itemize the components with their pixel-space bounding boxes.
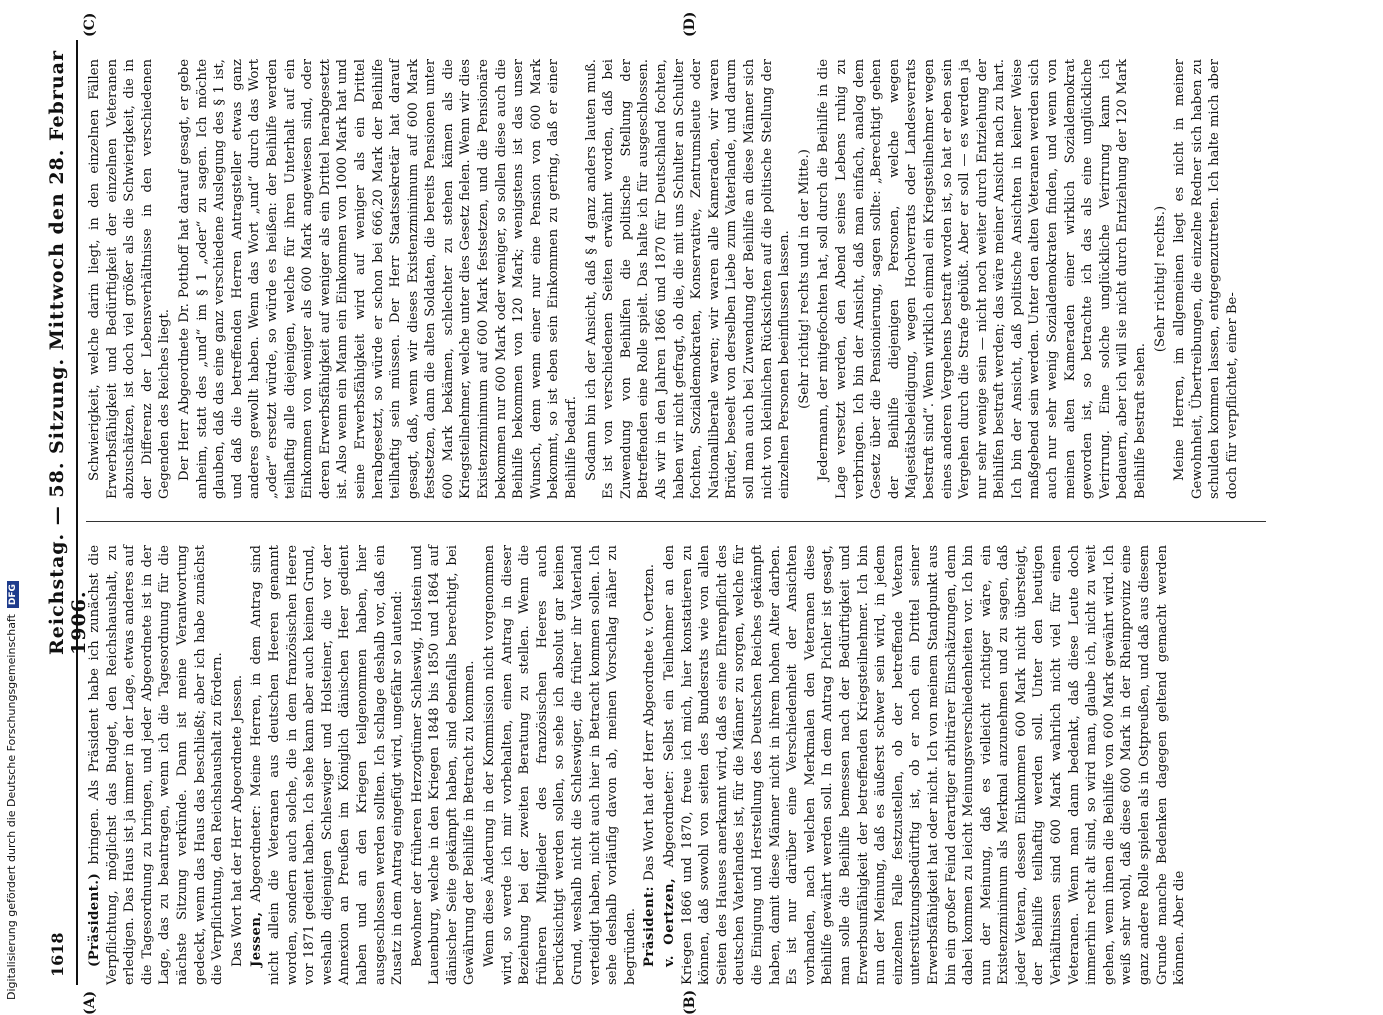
margin-mark-c: (C) — [82, 12, 98, 37]
running-title: Reichstag. — 58. Sitzung. Mittwoch den 28. Februar 1906. — [46, 50, 90, 655]
column-divider — [86, 521, 1266, 522]
speaker-name: (Präsident.) — [87, 864, 102, 967]
paragraph — [86, 545, 227, 985]
paragraph — [1152, 59, 1170, 499]
dfg-logo: DFG — [7, 581, 19, 608]
paragraph — [409, 545, 479, 985]
margin-mark-d: (D) — [682, 11, 698, 37]
paragraph — [229, 545, 247, 985]
paragraph — [176, 59, 581, 499]
paragraph-text: Wenn diese Änderung in der Kommission nicht vorgenommen wird, so werde ich mir vorbehalten, einen Antrag in dieser Beziehung bei der zweiten Beratung zu stellen. Wenn die früheren Mitglieder des französischen Heeres auch berücksichtigt werden sollen, so sehe ich absolut gar keinen Grund, weshalb nicht die Schleswiger, die früher ihr Vaterland verteidigt haben, nicht auch hier in Betracht kommen sollen. Ich sehe deshalb vorläufig davon ab, meinen Vorschlag näher zu begründen. — [482, 545, 638, 985]
paragraph-text: Das Wort hat der Herr Abgeordnete v. Oertzen. — [642, 564, 658, 881]
paragraph-text: Das Wort hat der Herr Abgeordnete Jessen. — [229, 674, 245, 967]
paragraph — [583, 59, 794, 499]
speaker-name: Jessen, — [249, 902, 265, 967]
speaker-name: v. Oertzen, — [662, 867, 677, 967]
paragraph-text: bringen. Als Präsident habe ich zunächst die Verpflichtung, möglichst das Budget, den Reichshaushalt, zu erledigen. Das Haus ist ja immer in der Lage, etwas anderes auf die Tagesordnung zu bringen, und jeder Abgeordnete ist in der Lage, das zu beantragen, wenn ich die Tagesordnung für die nächste Sitzung verkünde. Dann ist meine Verantwortung gedeckt, wenn das Haus das beschließt; aber ich habe zunächst die Verpflichtung, den Reichshaushalt zu fördern. — [87, 545, 226, 985]
paragraph-text: Sodann bin ich der Ansicht, daß § 4 ganz anders lauten muß. Es ist von verschiedenen Seiten erwähnt worden, daß bei Zuwendung von Beihilfen die politische Stellung der Betreffenden eine Rolle spielt. Das halte ich für ausgeschlossen. Als wir in den Jahren 1866 und 1870 für Deutschland fochten, haben wir nicht gefragt, ob die, die mit uns Schulter an Schulter fochten, Sozialdemokraten, Konservative, Zentrumsleute oder Nationalliberale waren; wir waren alle Kameraden, wir waren Brüder, beseelt von derselben Liebe zum Vaterlande, und darum soll man auch bei Zuwendung der Beihilfe an diese Männer sich nicht von kleinlichen Rücksichten auf die politische Stellung der einzelnen Personen beeinflussen lassen. — [583, 59, 793, 499]
paragraph — [641, 545, 659, 985]
paragraph — [86, 59, 174, 499]
speaker-name: Präsident: — [642, 880, 658, 967]
paragraph — [661, 545, 1189, 985]
page-number: 1618 — [48, 932, 67, 977]
paragraph-text: Abgeordneter: Selbst ein Teilnehmer an den Kriegen 1866 und 1870, freue ich mich, hier konstatieren zu können, daß sowohl von seiten des Bundesrats wie von allen Seiten des Hauses anerkannt wird, daß es eine Ehrenpflicht des deutschen Vaterlandes ist, für die Männer zu sorgen, welche für die Einigung und Herstellung des Deutschen Reiches gekämpft haben, damit diese Männer nicht in ihrem hohen Alter darben. Es ist nur darüber eine Verschiedenheit der Ansichten vorhanden, nach welchen Merkmalen den Veteranen diese Beihilfe gewährt werden soll. In dem Antrag Pichler ist gesagt, man solle die Beihilfe bemessen nach der Bedürftigkeit und Erwerbsunfähigkeit der betreffenden Kriegsteilnehmer. Ich bin nun der Meinung, daß es äußerst schwer sein wird, in jedem einzelnen Falle festzustellen, ob der betreffende Veteran unterstützungsbedürftig ist, ob er noch ein Drittel seiner Erwerbsfähigkeit hat oder nicht. Ich von meinem Standpunkt aus bin ein großer Feind derartiger arbiträrer Einschätzungen, denn dabei kommen zu leicht Meinungsverschiedenheiten vor. Ich bin nun der Meinung, daß es vielleicht richtiger wäre, ein Existenzminimum als Merkmal anzunehmen und zu sagen, daß jeder Veteran, dessen Einkommen 600 Mark nicht übersteigt, der Beihilfe teilhaftig werden soll. Unter den heutigen Verhältnissen sind 600 Mark wahrlich nicht viel für einen Veteranen. Wenn man dann bedenkt, daß diese Leute doch immerhin recht alt sind, so wird man, glaube ich, nicht zu weit gehen, wenn ihnen die Beihilfe von 600 Mark gewährt wird. Ich weiß sehr wohl, daß diese 600 Mark in der Rheinprovinz eine ganz andere Rolle spielen als in Ostpreußen, und daß aus diesem Grunde manche Bedenken dagegen geltend gemacht werden können. Aber die — [662, 545, 1188, 985]
paragraph-text: Bewohner der früheren Herzogtümer Schleswig, Holstein und Lauenburg, welche in den Kriegen 1848 bis 1850 und 1864 auf dänischer Seite gekämpft haben, sind ebenfalls berechtigt, bei Gewährung der Beihilfe in Betracht zu kommen. — [409, 545, 478, 985]
footer-credit — [5, 10, 19, 1000]
paragraph-text: (Sehr richtig! rechts und in der Mitte.) — [796, 149, 812, 409]
left-column — [86, 545, 1191, 985]
paragraph-text: Meine Herren, im allgemeinen liegt es nicht in meiner Gewohnheit, Übertreibungen, die einzelne Redner sich haben zu schulden kommen lassen, entgegenzutreten. Ich halte mich aber doch für verpflichtet, einer Be- — [1172, 59, 1240, 499]
paragraph — [481, 545, 639, 985]
paragraph — [815, 59, 1149, 499]
paragraph-text: Der Herr Abgeordnete Dr. Potthoff hat darauf gesagt, er gebe anheim, statt des „und“ im § 1 „oder“ zu sagen. Ich möchte glauben, daß das eine ganz verschiedene Auslegung des § 1 ist, und daß die betreffenden Herren Antragsteller etwas ganz anderes gewollt haben. Wenn das Wort „und“ durch das Wort „oder“ ersetzt würde, so würde es heißen: der Beihilfe werden teilhaftig alle diejenigen, welche für ihren Unterhalt auf ein Einkommen von weniger als 600 Mark angewiesen sind, oder deren Erwerbsfähigkeit auf weniger als ein Drittel herabgesetzt ist. Also wenn ein Mann ein Einkommen von 1000 Mark hat und seine Erwerbsfähigkeit wird auf weniger als ein Drittel herabgesetzt, so würde er schon bei 666,20 Mark der Beihilfe teilhaftig sein müssen. Der Herr Staatssekretär hat darauf gesagt, daß, wenn wir dieses Existenzminimum auf 600 Mark festsetzen, dann die alten Soldaten, die bereits Pensionen unter 600 Mark bekämen, schlechter zu stehen kämen als die Kriegsteilnehmer, welche unter dies Gesetz fielen. Wenn wir dies Existenzminimum auf 600 Mark festsetzen, und die Pensionäre bekommen nur 600 Mark oder weniger, so sollen diese auch die Beihilfe bekommen von 120 Mark; wenigstens ist das unser Wunsch, denn wenn einer nur eine Pension von 600 Mark bekommt, so ist eben sein Einkommen zu gering, daß er einer Beihilfe bedarf. — [176, 59, 580, 499]
page-header — [42, 40, 90, 985]
paragraph-text: (Sehr richtig! rechts.) — [1152, 205, 1168, 353]
footer-text: Digitalisierung gefördert durch die Deutsche Forschungsgemeinschaft — [5, 614, 18, 1000]
paragraph-text: Schwierigkeit, welche darin liegt, in den einzelnen Fällen Erwerbsfähigkeit und Bedürftigkeit der einzelnen Veteranen abzuschätzen, ist doch viel größer als die Schwierigkeit, die in der Differenz der Lebensverhältnisse in den verschiedenen Gegenden des Reiches liegt. — [87, 59, 173, 499]
paragraph — [248, 545, 406, 985]
paragraph — [796, 59, 814, 499]
margin-mark-b: (B) — [682, 989, 698, 1015]
paragraph — [1171, 59, 1241, 499]
right-column — [86, 59, 1244, 499]
paragraph-text: Abgeordneter: Meine Herren, in dem Antrag sind nicht allein die Veteranen aus deutschen Heeren genannt worden, sondern auch solche, die in dem französischen Heere vor 1871 gedient haben. Ich sehe kann aber auch keinen Grund, weshalb diejenigen Schleswiger und Holsteiner, die vor der Annexion an Preußen im Königlich dänischen Heer gedient haben und an den Kriegen teilgenommen haben, hier ausgeschlossen werden sollten. Ich schlage deshalb vor, daß ein Zusatz in dem Antrag eingefügt wird, ungefähr so lautend: — [249, 545, 406, 985]
paragraph-text: Jedermann, der mitgefochten hat, soll durch die Beihilfe in die Lage versetzt werden, den Abend seines Lebens ruhig zu verbringen. Ich bin der Ansicht, daß man einfach, analog dem Gesetz über die Pensionierung, sagen sollte: „Berechtigt gehen der Beihilfe diejenigen Personen, welche wegen Majestätsbeleidigung, wegen Hochverrats oder Landesverrats bestraft sind“. Wenn wirklich einmal ein Kriegsteilnehmer wegen eines anderen Vergehens bestraft worden ist, so hat er eben sein Vergehen durch die Strafe gebüßt. Aber er soll — es werden ja nur sehr wenige sein — nicht noch weiter durch Entziehung der Beihilfen bestraft werden; das wäre meiner Ansicht nach zu hart. Ich bin der Ansicht, daß politische Ansichten in keiner Weise maßgebend sein werden. Unter den alten Veteranen werden sich auch nur sehr wenig Sozialdemokraten finden, und wenn von meinen alten Kameraden einer wirklich Sozialdemokrat geworden ist, so betrachte ich das als eine unglückliche Verirrung. Eine solche unglückliche Verirrung kann ich bedauern, aber ich will sie nicht durch Entziehung der 120 Mark Beihilfe bestraft sehen. — [816, 59, 1149, 499]
rotated-content — [42, 11, 1312, 1015]
margin-mark-a: (A) — [82, 990, 98, 1015]
